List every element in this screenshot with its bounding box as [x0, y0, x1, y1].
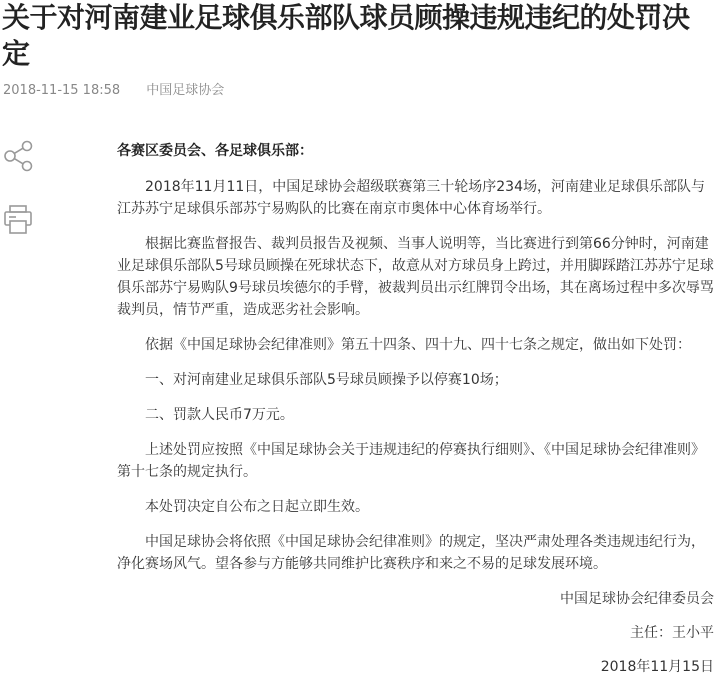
paragraph-match-info: 2018年11月11日，中国足球协会超级联赛第三十轮场序234场，河南建业足球俱乐部队与江苏苏宁足球俱乐部苏宁易购队的比赛在南京市奥体中心体育场举行。 — [117, 179, 705, 217]
salutation: 各赛区委员会、各足球俱乐部： — [117, 143, 313, 159]
paragraph-execution: 上述处罚应按照《中国足球协会关于违规违纪的停赛执行细则》、《中国足球协会纪律准则》第十七条的规定执行。 — [117, 442, 705, 480]
article-source: 中国足球协会 — [146, 83, 225, 98]
penalty-item-2: 二、罚款人民币7万元。 — [145, 407, 294, 423]
signature-director: 主任：王小平 — [630, 625, 714, 641]
article-title: 关于对河南建业足球俱乐部队球员顾操违规违纪的处罚决定 — [2, 1, 690, 70]
article-body — [117, 140, 714, 690]
printer-icon — [2, 204, 34, 236]
penalty-item-1: 一、对河南建业足球俱乐部队5号球员顾操予以停赛10场； — [145, 372, 508, 388]
paragraph-basis: 依据《中国足球协会纪律准则》第五十四条、四十九、四十七条之规定，做出如下处罚： — [145, 337, 691, 353]
paragraph-closing: 中国足球协会将依照《中国足球协会纪律准则》的规定，坚决严肃处理各类违规违纪行为，净化赛场风气。望各参与方能够共同维护比赛秩序和来之不易的足球发展环境。 — [117, 534, 705, 572]
article-meta — [3, 83, 224, 99]
paragraph-incident: 根据比赛监督报告、裁判员报告及视频、当事人说明等，当比赛进行到第66分钟时，河南建业足球俱乐部队5号球员顾操在死球状态下，故意从对方球员身上跨过，并用脚踩踏江苏苏宁足球俱乐部苏宁易购队9号球员埃德尔的手臂，被裁判员出示红牌罚令出场，其在离场过程中多次辱骂裁判员，情节严重，造成恶劣社会影响。 — [117, 236, 714, 318]
print-button[interactable] — [2, 204, 34, 236]
share-button[interactable] — [2, 140, 34, 172]
paragraph-effective: 本处罚决定自公布之日起立即生效。 — [145, 499, 369, 515]
publish-date: 2018-11-15 18:58 — [3, 83, 121, 98]
signature-date: 2018年11月15日 — [600, 659, 714, 675]
signature-organization: 中国足球协会纪律委员会 — [560, 591, 714, 607]
share-icon — [2, 140, 34, 172]
